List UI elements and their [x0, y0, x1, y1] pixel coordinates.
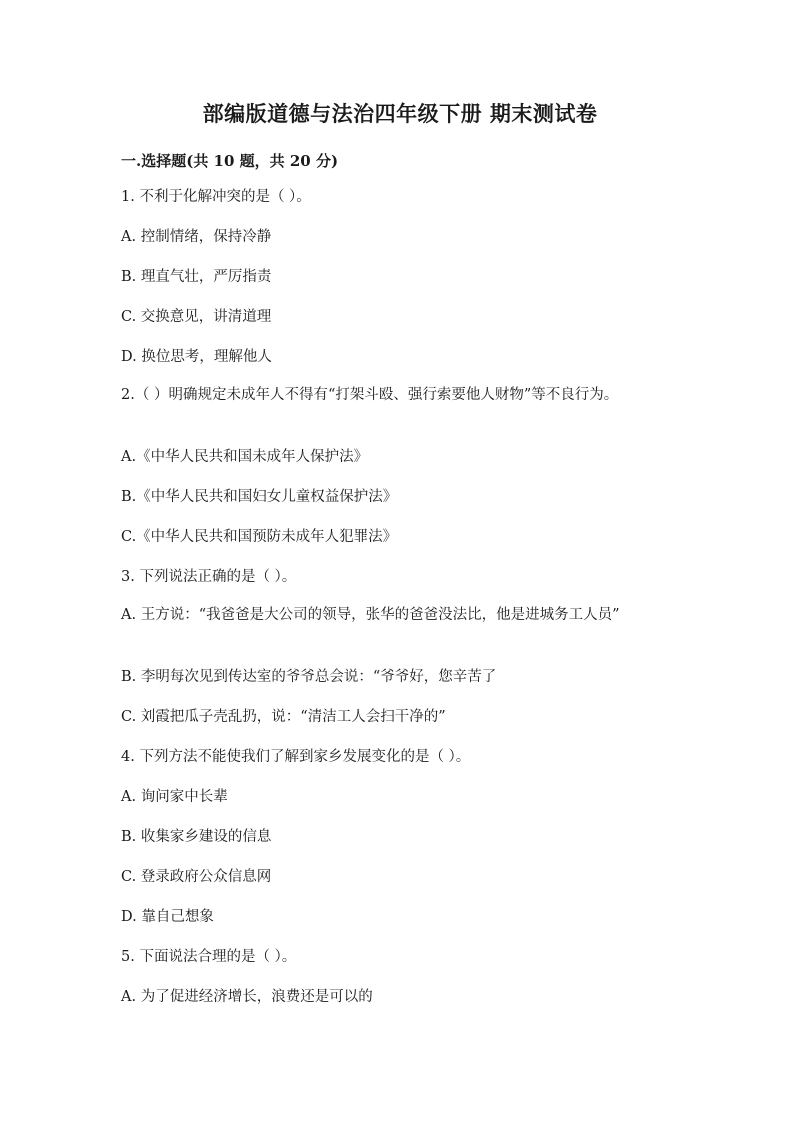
question-4-option-b: B. 收集家乡建设的信息 [121, 829, 272, 845]
question-1-option-b: B. 理直气壮，严厉指责 [121, 269, 272, 285]
question-3-option-b: B. 李明每次见到传达室的爷爷总会说：“爷爷好，您辛苦了 [121, 669, 497, 685]
question-4-stem: 4. 下列方法不能使我们了解到家乡发展变化的是（ ）。 [121, 749, 471, 765]
question-2-stem: 2.（ ）明确规定未成年人不得有“打架斗殴、强行索要他人财物”等不良行为。 [121, 387, 619, 403]
question-4-option-a: A. 询问家中长辈 [121, 789, 228, 805]
question-2-option-c: C.《中华人民共和国预防未成年人犯罪法》 [121, 529, 398, 545]
question-3-option-a: A. 王方说：“我爸爸是大公司的领导，张华的爸爸没法比，他是进城务工人员” [121, 607, 620, 623]
section-heading: 一.选择题(共 10 题，共 20 分) [121, 152, 339, 170]
question-1-option-a: A. 控制情绪，保持冷静 [121, 229, 272, 245]
question-5-stem: 5. 下面说法合理的是（ ）。 [121, 949, 297, 965]
question-3-stem: 3. 下列说法正确的是（ ）。 [121, 569, 297, 585]
page-title: 部编版道德与法治四年级下册 期末测试卷 [202, 101, 598, 126]
question-5-option-a: A. 为了促进经济增长，浪费还是可以的 [121, 989, 373, 1005]
question-1-option-d: D. 换位思考，理解他人 [121, 349, 272, 365]
question-2-option-b: B.《中华人民共和国妇女儿童权益保护法》 [121, 489, 398, 505]
question-1-stem: 1. 不利于化解冲突的是（ ）。 [121, 189, 311, 205]
question-2-option-a: A.《中华人民共和国未成年人保护法》 [121, 449, 369, 465]
question-4-option-d: D. 靠自己想象 [121, 909, 214, 925]
question-1-option-c: C. 交换意见，讲清道理 [121, 309, 272, 325]
question-4-option-c: C. 登录政府公众信息网 [121, 869, 272, 885]
question-3-option-c: C. 刘霞把瓜子壳乱扔，说：“清洁工人会扫干净的” [121, 709, 446, 725]
